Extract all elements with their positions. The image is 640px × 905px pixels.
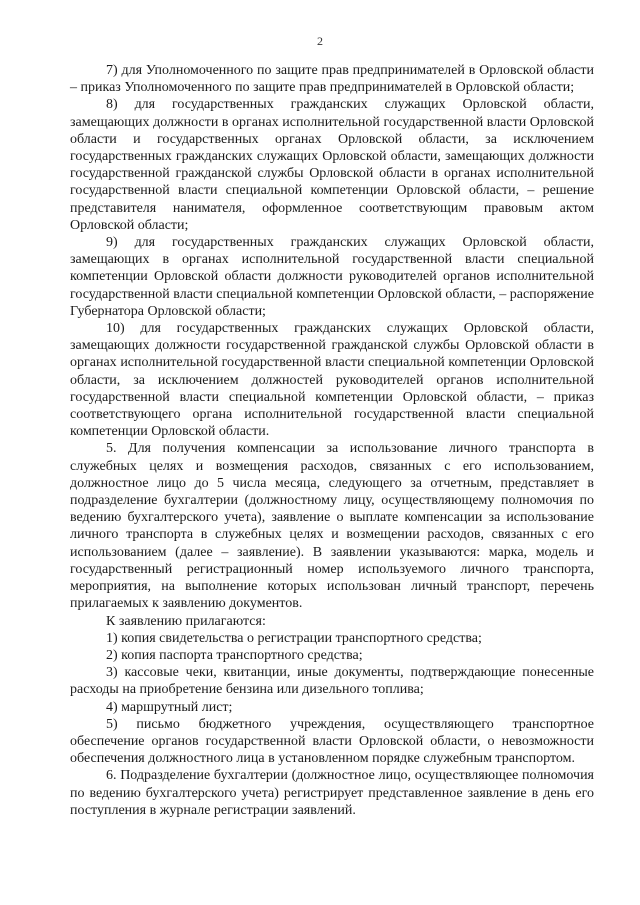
attachment-item-1: 1) копия свидетельства о регистрации транспортного средства; (106, 630, 482, 646)
paragraph-item-8: 8) для государственных гражданских служащих Орловской области, замещающих должности в органах исполнительной государственной власти Орловской области и государственных органах Орловской области, за исключением государственных гражданских служащих Орловской области, замещающих должности государственной гражданской службы Орловской области в органах исполнительной государственной власти специальной компетенции Орловской области, – решение представителя нанимателя, оформленное соответствующим правовым актом Орловской области; (70, 97, 594, 233)
paragraph-section-6: 6. Подразделение бухгалтерии (должностное лицо, осуществляющее полномочия по ведению бухгалтерского учета) регистрирует представленное заявление в день его поступления в журнале регистрации заявлений. (70, 768, 594, 818)
attachment-item-2: 2) копия паспорта транспортного средства; (106, 647, 363, 663)
attachments-heading: К заявлению прилагаются: (106, 613, 266, 629)
document-body (70, 62, 594, 819)
attachment-item-3: 3) кассовые чеки, квитанции, иные документы, подтверждающие понесенные расходы на приобретение бензина или дизельного топлива; (70, 665, 594, 698)
paragraph-item-9: 9) для государственных гражданских служащих Орловской области, замещающих в органах исполнительной государственной власти специальной компетенции Орловской области должности руководителей органов исполнительной государственной власти специальной компетенции Орловской области, – распоряжение Губернатора Орловской области; (70, 235, 594, 319)
paragraph-item-10: 10) для государственных гражданских служащих Орловской области, замещающих должности государственной гражданской службы Орловской области в органах исполнительной государственной власти специальной компетенции Орловской области, за исключением должностей руководителей органов исполнительной государственной власти специальной компетенции Орловской области, – приказ соответствующего органа исполнительной государственной власти специальной компетенции Орловской области. (70, 321, 594, 440)
paragraph-section-5: 5. Для получения компенсации за использование личного транспорта в служебных целях и возмещения расходов, связанных с его использованием, должностное лицо до 5 числа месяца, следующего за отчетным, представляет в подразделение бухгалтерии (должностному лицу, осуществляющему полномочия по ведению бухгалтерского учета), заявление о выплате компенсации за использование личного транспорта в служебных целях и возмещении расходов, связанных с его использованием (далее – заявление). В заявлении указываются: марка, модель и государственный регистрационный номер используемого личного транспорта, мероприятия, на выполнение которых использован личный транспорт, перечень прилагаемых к заявлению документов. (70, 441, 594, 612)
attachment-item-4: 4) маршрутный лист; (106, 699, 233, 715)
page-number: 2 (317, 34, 323, 48)
attachment-item-5: 5) письмо бюджетного учреждения, осуществляющего транспортное обеспечение органов государственной власти Орловской области, о невозможности обеспечения должностного лица в установленном порядке служебным транспортом. (70, 716, 594, 767)
paragraph-item-7: 7) для Уполномоченного по защите прав предпринимателей в Орловской области – приказ Уполномоченного по защите прав предпринимателей в Орловской области; (70, 63, 594, 96)
